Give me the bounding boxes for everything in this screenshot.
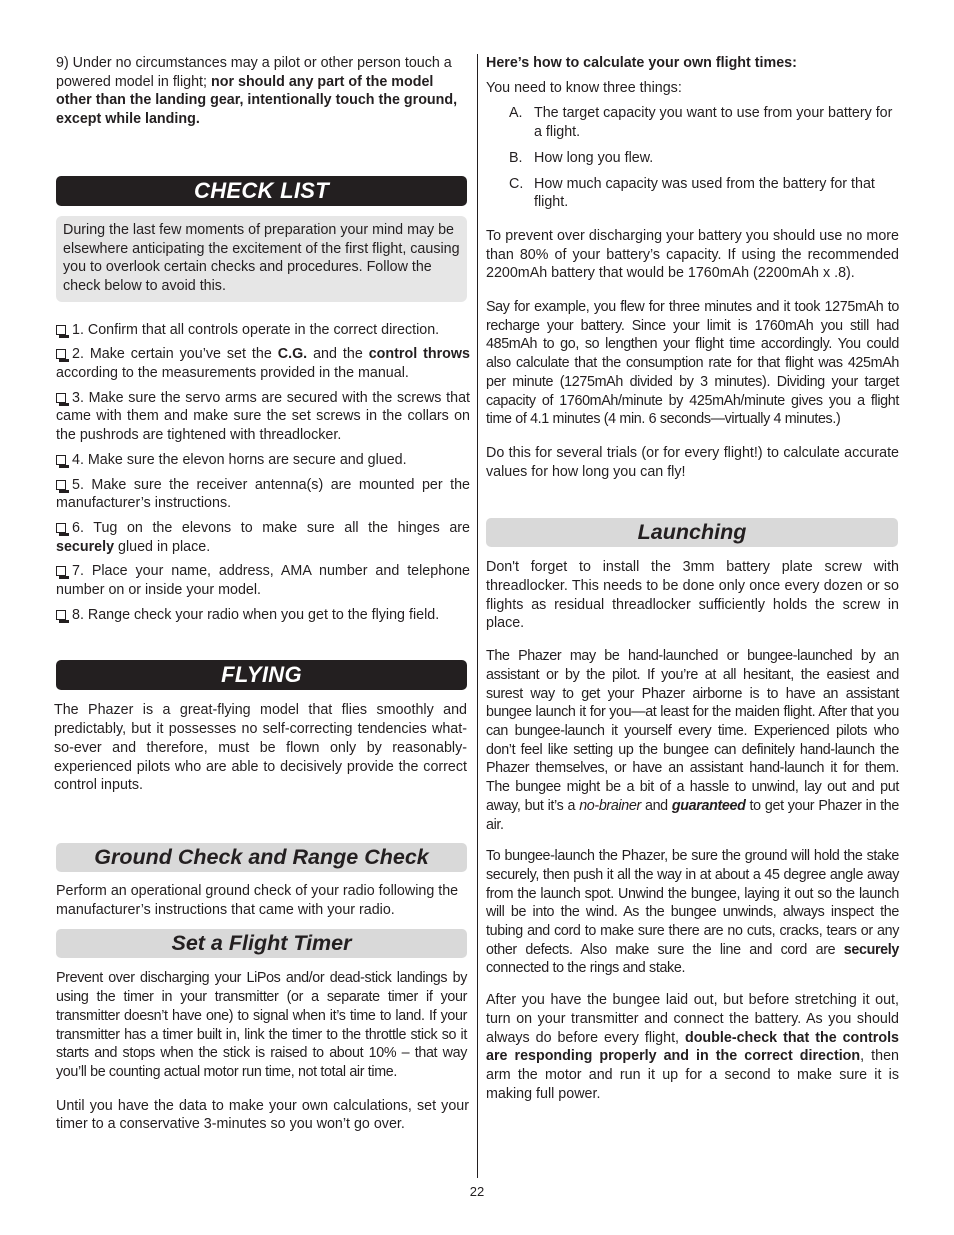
check-list-intro: During the last few moments of preparation your mind may be elsewhere anticipating the excitement of the first flight, causing you to overlook certain checks and procedures. Follow the check below to avoid this. (56, 216, 467, 302)
check-item-3[interactable]: 3. Make sure the servo arms are secured with the screws that came with them and make sure the set screws in the collars on the pushrods are tightened with threadlocker. (56, 389, 470, 444)
list-item: A. The target capacity you want to use from your battery for a flight. (509, 105, 893, 141)
ground-check-text: Perform an operational ground check of your radio following the manufacturer’s instructions that came with your radio. (56, 882, 459, 918)
flying-heading: FLYING (56, 660, 467, 690)
checkbox-icon[interactable] (56, 566, 66, 576)
check-item-5[interactable]: 5. Make sure the receiver antenna(s) are mounted per the manufacturer’s instructions. (56, 476, 470, 512)
check-item-6[interactable]: 6. Tug on the elevons to make sure all the hinges are securely glued in place. (56, 519, 470, 555)
calc-need: You need to know three things: (486, 79, 682, 96)
checkbox-icon[interactable] (56, 325, 66, 335)
check-item-2[interactable]: 2. Make certain you’ve set the C.G. and the control throws according to the measurements provided in the manual. (56, 346, 470, 382)
launching-text-2: The Phazer may be hand-launched or bungee-launched by an assistant or by the pilot. If you’re at all hesitant, the easiest and surest way to get your Phazer airborne is to have an assistant bungee launch it for you—at least for the maiden flight. After that you can bungee-launch it yourself every time. Experienced pilots who don’t feel like setting up the bungee can definitely hand-launch the Phazer themselves, or have an assistant hand-launch it for them. The bungee might be a bit of a hassle to unwind, lay out and put away, but it’s a no-brainer and guaranteed to get your Phazer in the air. (486, 648, 899, 833)
flying-text: The Phazer is a great-flying model that flies smoothly and predictably, but it possesses no self-correcting tendencies what-so-ever and therefore, must be flown only by reasonably-experienced pilots who are able to decisively provide the correct control inputs. (54, 702, 467, 794)
safety-item-9: 9) Under no circumstances may a pilot or other person touch a powered model in flight; nor should any part of the model other than the landing gear, intentionally touch the ground, except while landing. (56, 55, 458, 128)
check-list (56, 321, 470, 625)
list-item: C. How much capacity was used from the battery for that flight. (509, 175, 875, 211)
flight-timer-text-2: Until you have the data to make your own calculations, set your timer to a conservative 3-minutes so you won’t go over. (56, 1097, 469, 1133)
check-item-8[interactable]: 8. Range check your radio when you get to the flying field. (56, 606, 470, 625)
launching-text-1: Don't forget to install the 3mm battery plate screw with threadlocker. This needs to be done only once every dozen or so flights as residual threadlocker sufficiently holds the screw in place. (486, 559, 899, 632)
launching-heading: Launching (486, 518, 898, 547)
column-divider (477, 54, 478, 1178)
calc-heading: Here’s how to calculate your own flight times: (486, 55, 797, 71)
list-item: B. How long you flew. (509, 149, 654, 166)
calc-text-2: Say for example, you flew for three minutes and it took 1275mAh to recharge your battery. Since your limit is 1760mAh you still had 485mAh to go, so lengthen your flight time accordingly. You could also calculate that the consumption rate for that flight was 425mAh per minute (1275mAh divided by 3 minutes). Dividing your target capacity of 1760mAh/minute by 425mAh/minute gives you a flight time of 4.1 minutes (4 min. 6 seconds—virtually 4 minutes.) (486, 299, 899, 428)
checkbox-icon[interactable] (56, 393, 66, 403)
calc-text-1: To prevent over discharging your battery you should use no more than 80% of your battery’s capacity. If using the recommended 2200mAh battery that would be 1760mAh (2200mAh x .8). (486, 227, 899, 282)
calc-list (486, 104, 899, 212)
left-column (56, 54, 470, 1134)
checkbox-icon[interactable] (56, 480, 66, 490)
launching-text-4: After you have the bungee laid out, but before stretching it out, turn on your transmitter and connect the battery. As you should always do before every flight, double-check that the controls are responding properly and in the correct direction, then arm the motor and run it up for a second to make sure it is making full power. (486, 992, 899, 1102)
right-column (486, 54, 899, 1103)
checkbox-icon[interactable] (56, 349, 66, 359)
checkbox-icon[interactable] (56, 455, 66, 465)
flight-timer-heading: Set a Flight Timer (56, 929, 467, 958)
check-list-heading: CHECK LIST (56, 176, 467, 206)
checkbox-icon[interactable] (56, 610, 66, 620)
page-number: 22 (469, 1184, 485, 1199)
launching-text-3: To bungee-launch the Phazer, be sure the ground will hold the stake securely, then push it all the way in at about a 45 degree angle away from the launch spot. Unwind the bungee, laying it out so the launch will be into the wind. As the bungee unwinds, always inspect the tubing and cord to make sure there are no cuts, cracks, tears or any other defects. Also make sure the line and cord are securely connected to the rings and stake. (486, 848, 899, 977)
check-item-4[interactable]: 4. Make sure the elevon horns are secure and glued. (56, 451, 470, 470)
flight-timer-text-1: Prevent over discharging your LiPos and/or dead-stick landings by using the timer in your transmitter (or a separate timer if your transmitter doesn’t have one) to signal when it’s time to land. If your transmitter has a timer built in, link the timer to the throttle stick so it starts and stops when the stick is raised to about 10% – that way you’ll be counting actual motor run time, not total air time. (56, 970, 467, 1080)
check-item-7[interactable]: 7. Place your name, address, AMA number and telephone number on or inside your model. (56, 563, 470, 599)
ground-check-heading: Ground Check and Range Check (56, 843, 467, 872)
checkbox-icon[interactable] (56, 523, 66, 533)
calc-text-3: Do this for several trials (or for every flight!) to calculate accurate values for how long you can fly! (486, 444, 899, 480)
check-item-1[interactable]: 1. Confirm that all controls operate in the correct direction. (56, 321, 470, 340)
